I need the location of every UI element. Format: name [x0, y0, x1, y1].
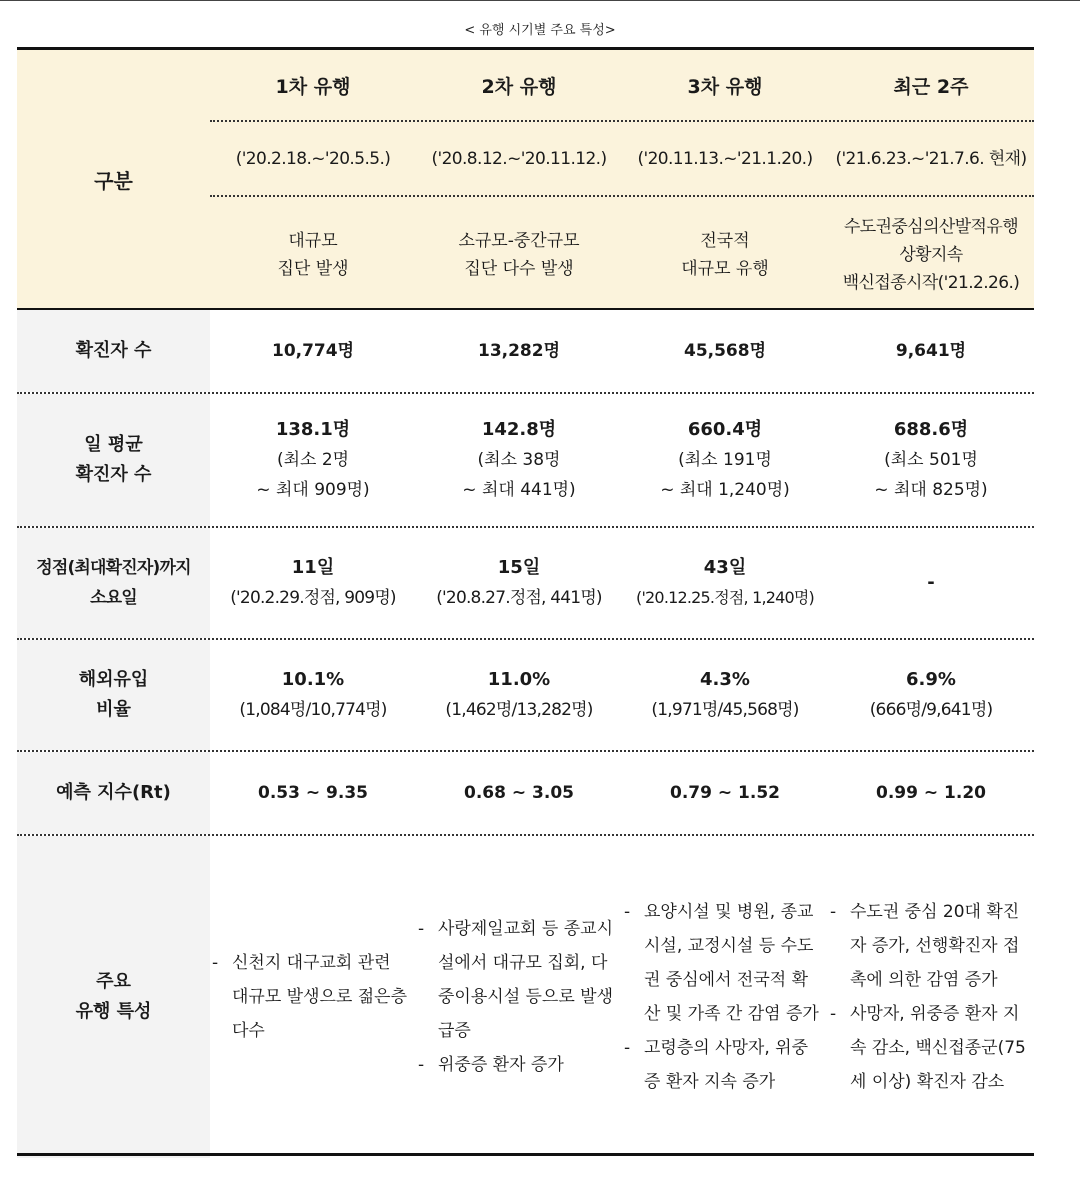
features-cell	[828, 836, 1034, 1158]
daily-average-cell	[828, 394, 1034, 526]
wave-name: 최근 2주	[893, 76, 969, 98]
days-value: 15일	[497, 557, 541, 578]
features-cell	[622, 836, 828, 1158]
average-value: 688.6명	[893, 419, 969, 440]
header-divider	[210, 195, 1034, 197]
overseas-detail: (666명/9,641명)	[869, 700, 993, 720]
wave-characteristics-table	[17, 47, 1034, 1158]
features-list	[210, 946, 416, 1048]
overseas-cell	[622, 640, 828, 750]
peak-cell	[210, 528, 416, 638]
feature-item: - 위중증 환자 증가	[416, 1048, 618, 1082]
wave-description	[828, 210, 1034, 300]
rt-value: 0.99 ~ 1.20	[876, 783, 986, 803]
days-value: 11일	[291, 557, 335, 578]
label-line: 확진자 수	[75, 464, 152, 485]
desc-line: 집단 발생	[277, 259, 349, 279]
peak-detail: ('20.2.29.정점, 909명)	[230, 588, 396, 608]
label-line: 해외유입	[78, 669, 149, 690]
max-value: ~ 최대 909명)	[256, 480, 370, 500]
features-list	[622, 895, 828, 1099]
label-line: 일 평균	[84, 434, 143, 455]
peak-detail: ('20.12.25.정점, 1,240명)	[636, 588, 814, 607]
min-value: (최소 501명	[884, 450, 978, 470]
row-overseas-ratio	[17, 640, 1034, 752]
wave-name: 3차 유행	[687, 76, 763, 98]
peak-cell	[416, 528, 622, 638]
max-value: ~ 최대 1,240명)	[660, 480, 790, 500]
desc-line: 백신접종시작('21.2.26.)	[842, 273, 1020, 293]
wave-period: ('20.2.18.~'20.5.5.)	[235, 149, 391, 169]
peak-cell	[622, 528, 828, 638]
row-rt	[17, 752, 1034, 836]
days-value: 43일	[703, 557, 747, 578]
row-peak-days	[17, 528, 1034, 640]
wave-periods	[210, 144, 1034, 174]
desc-line: 수도권중심의산발적유행	[843, 217, 1019, 237]
feature-item: - 수도권 중심 20대 확진자 증가, 선행확진자 접촉에 의한 감염 증가	[828, 895, 1030, 997]
max-value: ~ 최대 825명)	[874, 480, 988, 500]
average-value: 138.1명	[275, 419, 351, 440]
row-label	[17, 394, 210, 526]
features-cell	[210, 836, 416, 1158]
overseas-detail: (1,971명/45,568명)	[651, 700, 799, 720]
row-confirmed	[17, 310, 1034, 394]
row-main-features	[17, 836, 1034, 1158]
features-list	[416, 912, 622, 1082]
rt-value: 0.79 ~ 1.52	[670, 783, 780, 803]
daily-average-cell	[622, 394, 828, 526]
desc-line: 집단 다수 발생	[464, 259, 574, 279]
wave-description	[210, 210, 416, 300]
row-label: 확진자 수	[17, 310, 210, 392]
desc-line: 대규모	[288, 231, 338, 251]
wave-name: 2차 유행	[481, 76, 557, 98]
bottom-border	[17, 1153, 1034, 1156]
row-label: 예측 지수(Rt)	[17, 752, 210, 834]
feature-item: - 사랑제일교회 등 종교시설에서 대규모 집회, 다중이용시설 등으로 발생 급증	[416, 912, 618, 1048]
header-label: 구분	[94, 168, 133, 193]
label-line: 유행 특성	[75, 1001, 152, 1022]
label-line: 정점(최대확진자)까지	[36, 558, 191, 578]
confirmed-value: 13,282명	[477, 341, 561, 361]
feature-item: - 신천지 대구교회 관련 대규모 발생으로 젊은층 다수	[210, 946, 412, 1048]
confirmed-value: 10,774명	[271, 341, 355, 361]
header-divider	[210, 120, 1034, 122]
rt-value: 0.68 ~ 3.05	[464, 783, 574, 803]
feature-item: - 요양시설 및 병원, 종교시설, 교정시설 등 수도권 중심에서 전국적 확산 및 가족 간 감염 증가	[622, 895, 824, 1031]
table-title: < 유행 시기별 주요 특성>	[464, 23, 616, 38]
desc-line: 소규모-중간규모	[458, 231, 580, 251]
min-value: (최소 38명	[477, 450, 561, 470]
peak-cell	[828, 528, 1034, 638]
desc-line: 상황지속	[899, 245, 963, 265]
overseas-cell	[210, 640, 416, 750]
max-value: ~ 최대 441명)	[462, 480, 576, 500]
feature-item: - 고령층의 사망자, 위중증 환자 지속 증가	[622, 1031, 824, 1099]
desc-line: 대규모 유행	[681, 259, 769, 279]
top-border	[0, 0, 1080, 1]
wave-name: 1차 유행	[275, 76, 351, 98]
overseas-detail: (1,084명/10,774명)	[239, 700, 387, 720]
average-value: 660.4명	[687, 419, 763, 440]
peak-detail: ('20.8.27.정점, 441명)	[436, 588, 602, 608]
wave-period: ('21.6.23.~'21.7.6. 현재)	[835, 149, 1027, 169]
percent-value: 10.1%	[281, 669, 345, 690]
percent-value: 6.9%	[906, 669, 956, 690]
confirmed-value: 9,641명	[895, 341, 967, 361]
wave-description	[622, 210, 828, 300]
row-label	[17, 528, 210, 638]
overseas-cell	[416, 640, 622, 750]
confirmed-value: 45,568명	[683, 341, 767, 361]
table-header	[17, 47, 1034, 310]
wave-names	[210, 70, 1034, 104]
features-cell	[416, 836, 622, 1158]
wave-description	[416, 210, 622, 300]
daily-average-cell	[210, 394, 416, 526]
percent-value: 11.0%	[487, 669, 551, 690]
label-line: 주요	[96, 971, 131, 992]
row-daily-average	[17, 394, 1034, 528]
wave-descriptions	[210, 210, 1034, 300]
wave-period: ('20.11.13.~'21.1.20.)	[637, 149, 813, 169]
min-value: (최소 191명	[678, 450, 772, 470]
overseas-cell	[828, 640, 1034, 750]
average-value: 142.8명	[481, 419, 557, 440]
percent-value: 4.3%	[700, 669, 750, 690]
days-value: -	[927, 572, 935, 593]
rt-value: 0.53 ~ 9.35	[258, 783, 368, 803]
wave-period: ('20.8.12.~'20.11.12.)	[431, 149, 607, 169]
features-list	[828, 895, 1034, 1099]
min-value: (최소 2명	[276, 450, 350, 470]
row-label	[17, 836, 210, 1158]
label-line: 소요일	[90, 588, 137, 608]
feature-item: - 사망자, 위중증 환자 지속 감소, 백신접종군(75세 이상) 확진자 감소	[828, 997, 1030, 1099]
overseas-detail: (1,462명/13,282명)	[445, 700, 593, 720]
row-label	[17, 640, 210, 750]
daily-average-cell	[416, 394, 622, 526]
label-line: 비율	[96, 699, 131, 720]
desc-line: 전국적	[700, 231, 750, 251]
